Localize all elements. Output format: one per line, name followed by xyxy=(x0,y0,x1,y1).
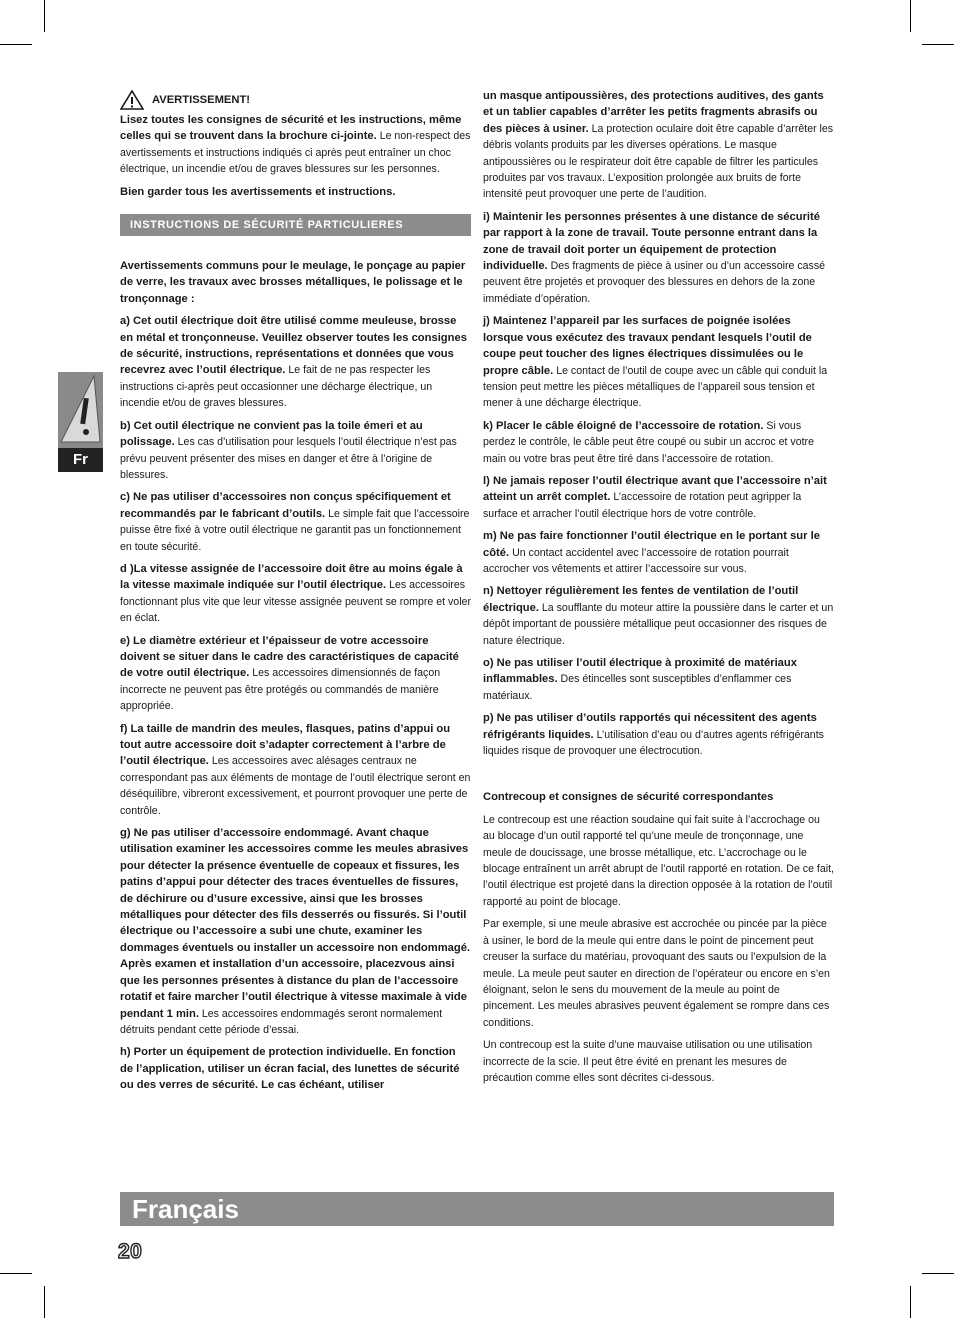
safety-item: b) Cet outil électrique ne convient pas la toile émeri et au polissage. Les cas d’utilisation pour lesquels l’outil électrique n’est pas prévu peuvent présenter des mises en danger et être à l’origine de blessures. xyxy=(120,419,457,481)
crop-mark xyxy=(922,44,954,45)
safety-item: l) Ne jamais reposer l’outil électrique avant que l’accessoire n’ait atteint un arrêt complet. L’accessoire de rotation peut agripper la surface et arracher l’outil électrique hors de votre contrôle. xyxy=(483,474,827,520)
safety-item: k) Placer le câble éloigné de l’accessoire de rotation. Si vous perdez le contrôle, le câble peut être coupé ou subir un accroc et votre main ou votre bras peut être tiré dans l’accessoire de rotation. xyxy=(483,419,814,465)
warning-exclamation-icon xyxy=(58,372,103,448)
warning-triangle-icon xyxy=(120,90,144,110)
warning-keep: Bien garder tous les avertissements et instructions. xyxy=(120,185,396,198)
left-column xyxy=(120,88,471,1100)
kickback-paragraph: Un contrecoup est la suite d’une mauvaise utilisation ou une utilisation incorrecte de la scie. Il peut être évité en prenant les mesures de précaution comme elles sont décrites ci-dessous. xyxy=(483,1039,813,1084)
page-number: 20 xyxy=(118,1240,143,1263)
safety-item: p) Ne pas utiliser d’outils rapportés qui nécessitent des agents réfrigérants liquides. L’utilisation d’eau ou d’autres agents réfrigérants liquides risque de provoquer une électrocution. xyxy=(483,712,824,758)
safety-item: e) Le diamètre extérieur et l’épaisseur de votre accessoire doivent se situer dans le cadre des caractéristiques de capacité de votre outil électrique. Les accessoires dimensionnés de façon incorrecte ne peuvent pas être protégés ou commandés de manière appropriée. xyxy=(120,634,459,713)
right-items xyxy=(483,88,834,759)
warning-paragraph: Lisez toutes les consignes de sécurité et les instructions, même celles qui se trouvent dans la brochure ci-jointe. Le non-respect des avertissements et instructions indiqués ci après peut entraîner un choc électrique, un incendie et/ou de graves blessures sur les personnes. xyxy=(120,114,471,176)
warning-title: AVERTISSEMENT! xyxy=(152,94,250,106)
safety-item: d )La vitesse assignée de l’accessoire doit être au moins égale à la vitesse maximale indiquée sur l’outil électrique. Les accessoires fonctionnant plus vite que leur vitesse assignée peuvent se rompre et voler en éclat. xyxy=(120,562,471,625)
safety-item: j) Maintenez l’appareil par les surfaces de poignée isolées lorsque vous exécutez des travaux pendant lesquels l’outil de coupe peut toucher des lignes électriques dissimulées ou le propre câble. Le contact de l’outil de coupe avec un câble qui conduit la tension peut mettre les pièces métalliques de l’appareil sous tension et mener à une décharge électrique. xyxy=(483,315,828,410)
footer-language-bar xyxy=(120,1192,834,1226)
crop-mark xyxy=(0,1273,32,1274)
safety-item: g) Ne pas utiliser d’accessoire endommagé. Avant chaque utilisation examiner les accessoires comme les meules abrasives pour détecter la présence éventuelle de copeaux et fissures, les patins d’appui pour détecter des traces éventuelles de fissures, de déchirure ou d’usure excessive, ainsi que les brosses métalliques pour détecter des fils desserrés ou fissurés. Si l’outil électrique ou l’accessoire a subi une chute, examiner les dommages éventuels ou installer un accessoire non endommagé. Après examen et installation d’un accessoire, placezvous ainsi que les personnes présentes à distance du plan de l’accessoire rotatif et faire marcher l’outil électrique à vitesse maximale à vide pendant 1 min. Les accessoires endommagés seront normalement détruits pendant cette période d’essai. xyxy=(120,827,471,1036)
language-code: Fr xyxy=(73,451,88,468)
footer-title: Français xyxy=(132,1194,239,1224)
crop-mark xyxy=(44,1286,45,1318)
safety-item: h) Porter un équipement de protection individuelle. En fonction de l’application, utiliser un écran facial, des lunettes de sécurité ou des verres de sécurité. Le cas échéant, utiliser xyxy=(120,1046,460,1092)
kickback-paragraph: Par exemple, si une meule abrasive est accrochée ou pincée par la pièce à usiner, le bord de la meule qui entre dans le point de pincement peut creuser la surface du matériau, provoquant des sauts ou l’expulsion de la meule. La meule peut sauter en direction de l’opérateur ou encore en s’en éloignant, selon le sens du mouvement de la meule au point de pincement. Les meules abrasives peuvent également se rompre dans ces conditions. xyxy=(483,918,830,1029)
safety-item: o) Ne pas utiliser l’outil électrique à proximité de matériaux inflammables. Des étincelles sont susceptibles d’enflammer ces matériaux. xyxy=(483,657,797,702)
crop-mark xyxy=(922,1273,954,1274)
safety-item: a) Cet outil électrique doit être utilisé comme meuleuse, brosse en métal et tronçonneuse. Veuillez observer toutes les consignes de sécurité, instructions, représentations et données que vous recevrez avec l’outil électrique. Le fait de ne pas respecter les instructions ci-après peut occasionner une décharge électrique, un incendie et/ou de graves blessures. xyxy=(120,315,467,410)
safety-item: m) Ne pas faire fonctionner l’outil électrique en le portant sur le côté. Un contact accidentel avec l’accessoire de rotation pourrait accrocher vos vêtements et attirer l’accessoire sur vous. xyxy=(483,530,820,575)
safety-item: i) Maintenir les personnes présentes à une distance de sécurité par rapport à la zone de travail. Toute personne entrant dans la zone de travail doit porter un équipement de protection individuelle. Des fragments de pièce à usiner ou d’un accessoire cassé peuvent être projetés et provoquer des blessures en dehors de la zone immédiate d’opération. xyxy=(483,210,826,305)
spacer xyxy=(483,765,834,789)
language-side-tab xyxy=(58,372,103,472)
crop-mark xyxy=(0,44,32,45)
kickback-title: Contrecoup et consignes de sécurité correspondantes xyxy=(483,791,774,804)
safety-item: un masque antipoussières, des protections auditives, des gants et un tablier capables d’arrêter les petits fragments abrasifs ou des pièces à usiner. La protection oculaire doit être capable d’arrêter les débris volants produits par les diverses opérations. Le masque antipoussières ou le respirateur doit être capable de filtrer les particules produites par vos travaux. L’exposition prolongée aux bruits de forte intensité peut provoquer une perte de l’audition. xyxy=(483,90,834,201)
right-column xyxy=(483,88,834,1092)
safety-item: n) Nettoyer régulièrement les fentes de ventilation de l’outil électrique. La soufflante du moteur attire la poussière dans le carter et un dépôt important de poussière métallique peut occasionner des risques de nature électrique. xyxy=(483,585,834,647)
crop-mark xyxy=(910,1286,911,1318)
section-title-bar: INSTRUCTIONS DE SÉCURITÉ PARTICULIERES xyxy=(120,214,471,236)
crop-mark xyxy=(910,0,911,32)
crop-mark xyxy=(44,0,45,32)
left-items xyxy=(120,313,471,1093)
safety-item: c) Ne pas utiliser d’accessoires non conçus spécifiquement et recommandés par le fabricant d’outils. Le simple fait que l’accessoire puisse être fixé à votre outil électrique ne garantit pas un fonctionnement en toute sécurité. xyxy=(120,491,470,553)
intro-paragraph: Avertissements communs pour le meulage, le ponçage au papier de verre, les travaux avec brosses métalliques, le polissage et le tronçonnage : xyxy=(120,260,466,305)
safety-item: f) La taille de mandrin des meules, flasques, patins d’appui ou tout autre accessoire doit s’adapter correctement à l’arbre de l’outil électrique. Les accessoires avec alésages centraux ne correspondant pas aux éléments de montage de l’outil électrique seront en déséquilibre, vibreront excessivement, et pourront provoquer une perte de contrôle. xyxy=(120,722,471,817)
warning-heading xyxy=(120,90,471,110)
kickback-paragraph: Le contrecoup est une réaction soudaine qui fait suite à l’accrochage ou au blocage d’un outil rapporté tel qu’une meule de tronçonnage, une meule de doucissage, une brosse métallique, etc. L’accrochage ou le blocage entraînent un arrêt abrupt de l’outil rapporté en rotation. De ce fait, l’outil électrique est projeté dans la direction opposée à la rotation de l’outil rapporté au point de blocage. xyxy=(483,813,834,908)
